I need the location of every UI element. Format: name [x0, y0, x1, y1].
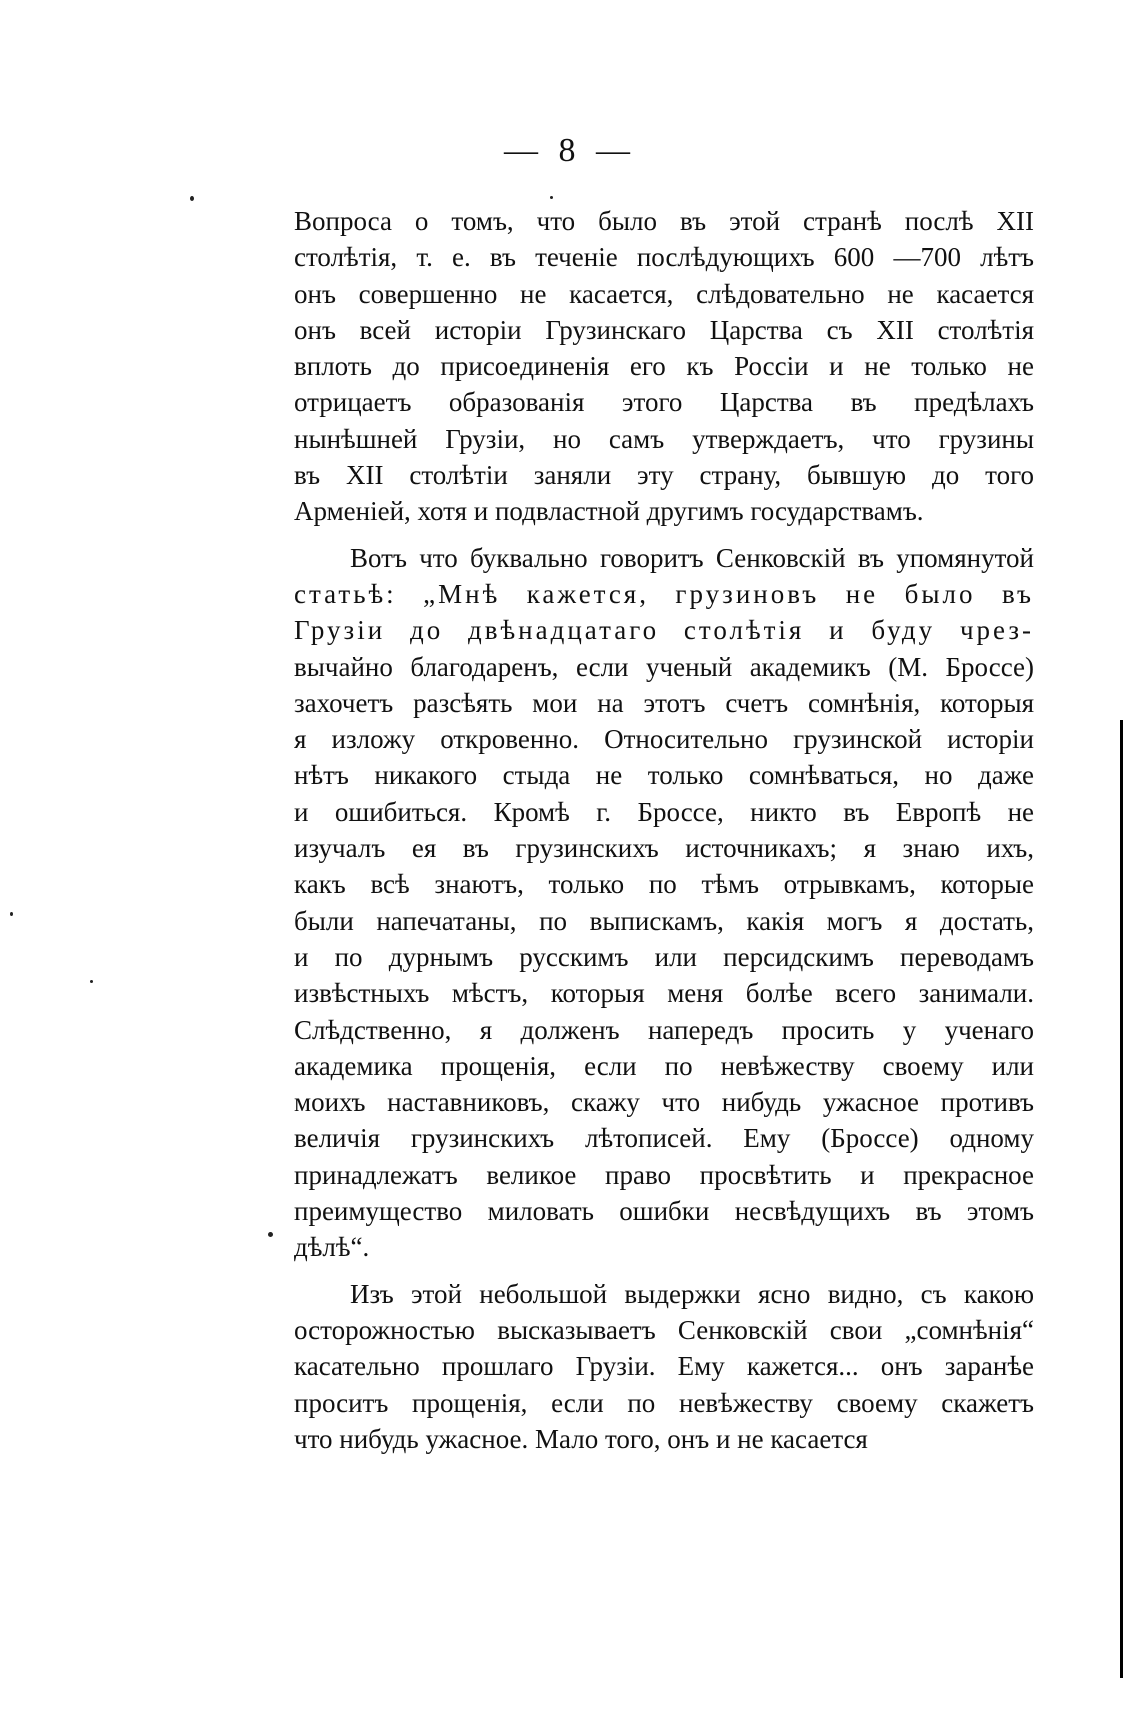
margin-rule: [1120, 720, 1123, 1678]
text-line: онъ совершенно не касается, слѣдовательно не касается: [294, 278, 1034, 309]
text-line: я изложу откровенно. Относительно грузинской исторіи: [294, 724, 1034, 755]
page-number: — 8 —: [504, 132, 636, 169]
body-text: [294, 203, 1034, 1457]
text-line: вычайно благодаренъ, если ученый академикъ (М. Броссе): [294, 651, 1034, 682]
text-line: въ XII столѣтіи заняли эту страну, бывшую до того: [294, 460, 1034, 491]
paragraph-gap: [294, 1266, 1034, 1276]
text-line: величія грузинскихъ лѣтописей. Ему (Броссе) одному: [294, 1123, 1034, 1154]
text-line: касательно прошлаго Грузіи. Ему кажется... онъ заранѣе: [294, 1351, 1034, 1382]
ink-speck: [550, 196, 553, 199]
text-line: и ошибиться. Кромѣ г. Броссе, никто въ Европѣ не: [294, 796, 1034, 827]
text-line: столѣтія, т. е. въ теченіе послѣдующихъ 600 —700 лѣтъ: [294, 242, 1034, 273]
text-line: Грузіи до двѣнадцатаго столѣтія и буду чрез-: [294, 615, 1034, 646]
paragraph: [294, 540, 1034, 1266]
text-line: отрицаетъ образованія этого Царства въ предѣлахъ: [294, 387, 1034, 418]
text-line: академика прощенія, если по невѣжеству своему или: [294, 1050, 1034, 1081]
text-line: статьѣ: „Мнѣ кажется, грузиновъ не было въ: [294, 578, 1034, 609]
paragraph-gap: [294, 530, 1034, 540]
ink-speck: [90, 980, 93, 983]
text-line: Изъ этой небольшой выдержки ясно видно, съ какою: [350, 1278, 1034, 1309]
text-line: принадлежатъ великое право просвѣтить и прекрасное: [294, 1159, 1034, 1190]
text-line: вплоть до присоединенія его къ Россіи и не только не: [294, 351, 1034, 382]
text-line: проситъ прощенія, если по невѣжеству своему скажетъ: [294, 1387, 1034, 1418]
text-line: моихъ наставниковъ, скажу что нибудь ужасное противъ: [294, 1087, 1034, 1118]
ink-speck: [190, 196, 194, 201]
text-line: захочетъ разсѣять мои на этотъ счетъ сомнѣнія, которыя: [294, 687, 1034, 718]
text-line: изучалъ ея въ грузинскихъ источникахъ; я знаю ихъ,: [294, 833, 1034, 864]
paragraph: [294, 1276, 1034, 1457]
text-line: Слѣдственно, я долженъ напередъ просить у ученаго: [294, 1014, 1034, 1045]
text-line: извѣстныхъ мѣстъ, которыя меня болѣе всего занимали.: [294, 978, 1034, 1009]
text-line: были напечатаны, по выпискамъ, какія могъ я достать,: [294, 905, 1034, 936]
text-line: онъ всей исторіи Грузинскаго Царства съ XII столѣтія: [294, 314, 1034, 345]
ink-speck: [268, 1232, 273, 1237]
text-line: дѣлѣ“.: [294, 1232, 370, 1263]
text-line: Вопроса о томъ, что было въ этой странѣ послѣ XII: [294, 206, 1034, 236]
text-line: и по дурнымъ русскимъ или персидскимъ переводамъ: [294, 941, 1034, 972]
paragraph: [294, 203, 1034, 530]
text-line: нынѣшней Грузіи, но самъ утверждаетъ, что грузины: [294, 423, 1034, 454]
ink-speck: [10, 912, 13, 916]
text-line: Вотъ что буквально говоритъ Сенковскій въ упомянутой: [350, 542, 1034, 573]
text-line: что нибудь ужасное. Мало того, онъ и не касается: [294, 1423, 868, 1454]
text-line: Арменіей, хотя и подвластной другимъ государствамъ.: [294, 496, 924, 527]
text-line: нѣтъ никакого стыда не только сомнѣваться, но даже: [294, 760, 1034, 791]
text-line: какъ всѣ знаютъ, только по тѣмъ отрывкамъ, которые: [294, 869, 1034, 900]
text-line: преимущество миловать ошибки несвѣдущихъ въ этомъ: [294, 1196, 1034, 1227]
text-line: осторожностью высказываетъ Сенковскій свои „сомнѣнія“: [294, 1314, 1034, 1345]
